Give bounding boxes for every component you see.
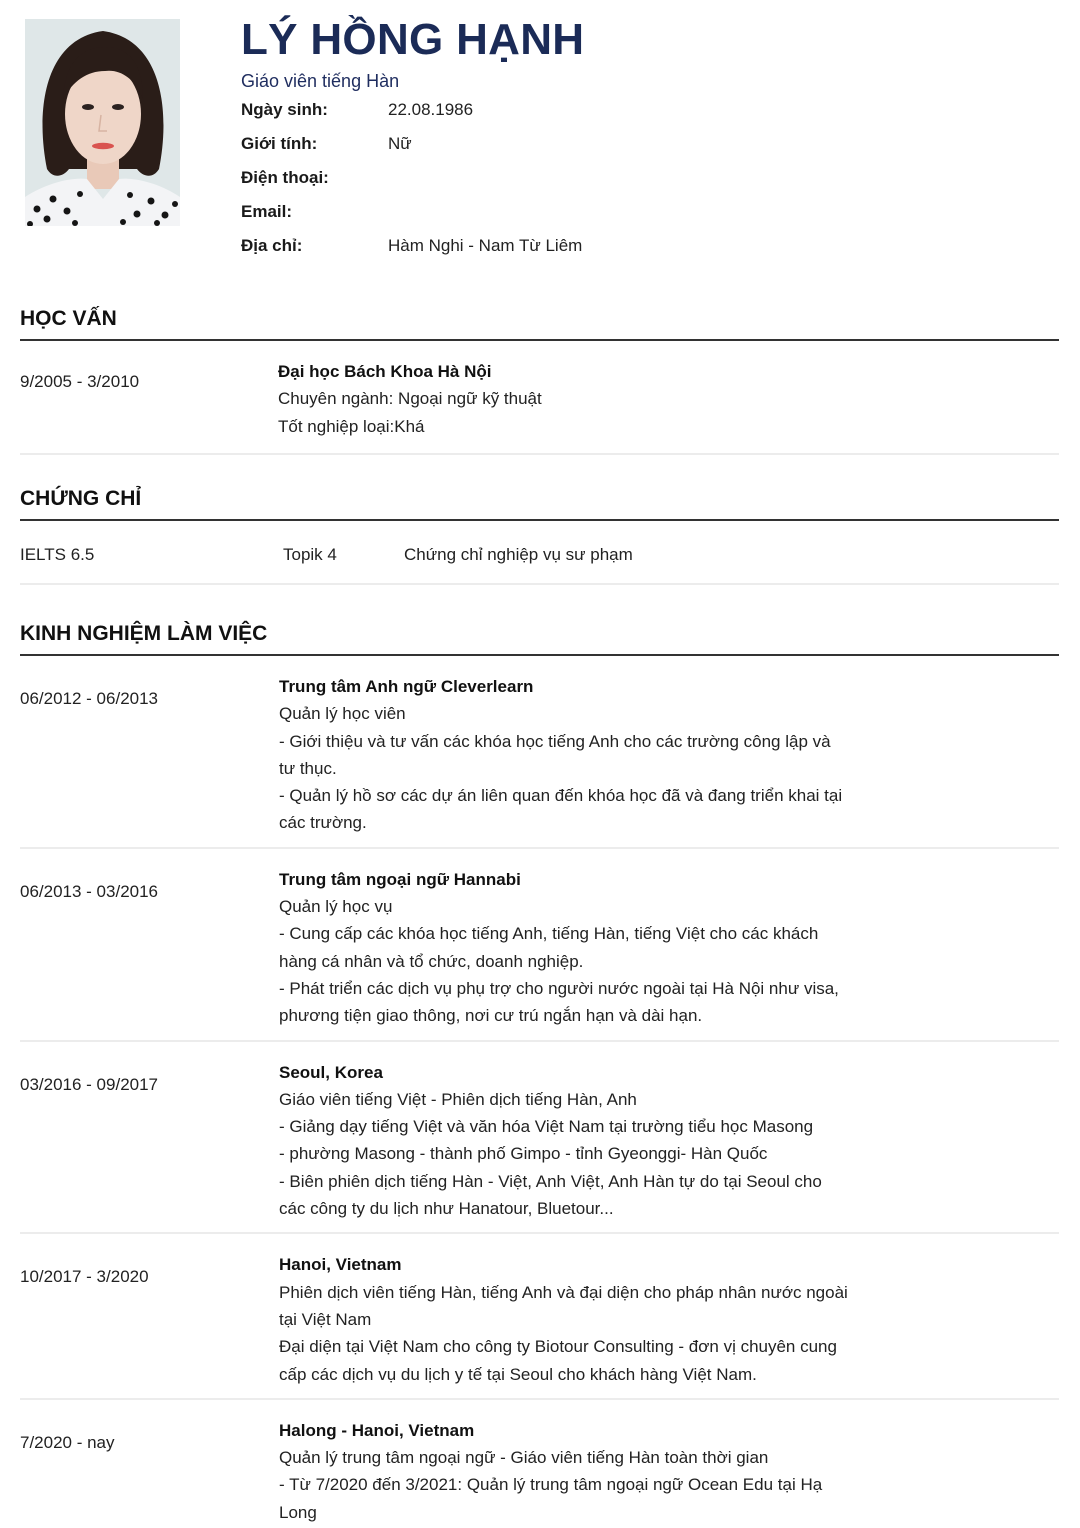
organization-name: Seoul, Korea xyxy=(279,1062,383,1082)
experience-section xyxy=(20,621,1059,1528)
experience-date: 7/2020 - nay xyxy=(20,1432,115,1452)
section-heading: CHỨNG CHỈ xyxy=(20,486,1059,521)
organization-name: Halong - Hanoi, Vietnam xyxy=(279,1420,475,1440)
certificate-item: Chứng chỉ nghiệp vụ sư phạm xyxy=(404,545,633,564)
school-name: Đại học Bách Khoa Hà Nội xyxy=(278,362,492,381)
info-row-birthdate xyxy=(241,99,1041,133)
detail-line: - Cung cấp các khóa học tiếng Anh, tiếng Hàn, tiếng Việt cho các khách hàng cá nhân và tổ chức, doanh nghiệp. xyxy=(279,924,819,971)
education-line: Chuyên ngành: Ngoại ngữ kỹ thuật xyxy=(278,389,542,409)
experience-row xyxy=(20,1234,1059,1399)
experience-row xyxy=(20,656,1059,849)
education-line: Tốt nghiệp loại:Khá xyxy=(278,416,425,436)
section-heading: HỌC VẤN xyxy=(20,306,1059,341)
detail-line: - Phát triển các dịch vụ phụ trợ cho người nước ngoài tại Hà Nội như visa, phương tiện giao thông, nơi cư trú ngắn hạn và dài hạn. xyxy=(279,978,839,1026)
education-details xyxy=(278,358,1059,440)
experience-date: 06/2013 - 03/2016 xyxy=(20,881,159,901)
role: Quản lý trung tâm ngoại ngữ - Giáo viên tiếng Hàn toàn thời gian xyxy=(279,1448,769,1468)
certificate-item: Topik 4 xyxy=(283,545,337,564)
detail-line: - Từ 7/2020 đến 3/2021: Quản lý trung tâm ngoại ngữ Ocean Edu tại Hạ Long xyxy=(279,1475,823,1522)
portrait-image xyxy=(25,19,180,226)
role: Phiên dịch viên tiếng Hàn, tiếng Anh và đại diện cho pháp nhân nước ngoài tại Việt Nam xyxy=(279,1282,848,1329)
experience-date: 10/2017 - 3/2020 xyxy=(20,1267,149,1287)
job-title: Giáo viên tiếng Hàn xyxy=(241,71,400,91)
experience-date: 03/2016 - 09/2017 xyxy=(20,1074,159,1094)
detail-line: - Giới thiệu và tư vấn các khóa học tiếng Anh cho các trường công lập và tư thục. xyxy=(279,731,831,778)
personal-info xyxy=(241,99,1041,269)
info-value: Hàm Nghi - Nam Từ Liêm xyxy=(388,236,583,255)
candidate-name: LÝ HỒNG HẠNH xyxy=(241,15,585,64)
role: Quản lý học vụ xyxy=(279,897,393,917)
education-date: 9/2005 - 3/2010 xyxy=(20,372,140,391)
detail-line: - Quản lý hồ sơ các dự án liên quan đến khóa học đã và đang triển khai tại các trường. xyxy=(279,786,843,833)
profile-photo xyxy=(25,19,180,226)
info-value: Nữ xyxy=(388,134,412,153)
info-label: Địa chỉ: xyxy=(241,236,303,255)
experience-row xyxy=(20,849,1059,1042)
role: Quản lý học viên xyxy=(279,704,406,724)
info-label: Điện thoại: xyxy=(241,168,329,187)
organization-name: Hanoi, Vietnam xyxy=(279,1255,402,1275)
education-section xyxy=(20,306,1059,455)
experience-details xyxy=(278,1417,1059,1526)
info-row-phone xyxy=(241,167,1041,201)
certificates-section xyxy=(20,486,1059,585)
info-label: Email: xyxy=(241,202,293,221)
experience-date: 06/2012 - 06/2013 xyxy=(20,689,159,708)
experience-row xyxy=(20,1400,1059,1528)
info-row-gender xyxy=(241,133,1041,167)
info-label: Giới tính: xyxy=(241,134,318,153)
certificate-item: IELTS 6.5 xyxy=(20,545,95,564)
certificates-row xyxy=(20,521,1059,585)
detail-line: - Giảng dạy tiếng Việt và văn hóa Việt Nam tại trường tiểu học Masong xyxy=(279,1117,814,1137)
experience-details xyxy=(278,866,1059,1030)
role: Giáo viên tiếng Việt - Phiên dịch tiếng Hàn, Anh xyxy=(279,1089,637,1109)
education-row xyxy=(20,341,1059,455)
info-row-address xyxy=(241,235,1041,269)
organization-name: Trung tâm Anh ngữ Cleverlearn xyxy=(279,677,534,696)
experience-details xyxy=(278,673,1059,837)
experience-details xyxy=(278,1251,1059,1387)
detail-line: - Biên phiên dịch tiếng Hàn - Việt, Anh Việt, Anh Hàn tự do tại Seoul cho các công ty du lịch như Hanatour, Bluetour... xyxy=(279,1171,822,1219)
section-heading: KINH NGHIỆM LÀM VIỆC xyxy=(20,621,1059,656)
organization-name: Trung tâm ngoại ngữ Hannabi xyxy=(279,869,521,889)
experience-details xyxy=(278,1059,1059,1223)
profile-header xyxy=(241,14,1041,269)
detail-line: - phường Masong - thành phố Gimpo - tỉnh Gyeonggi- Hàn Quốc xyxy=(279,1144,768,1164)
info-value: 22.08.1986 xyxy=(388,100,474,119)
experience-row xyxy=(20,1042,1059,1235)
info-label: Ngày sinh: xyxy=(241,100,328,119)
info-row-email xyxy=(241,201,1041,235)
detail-line: Đại diện tại Việt Nam cho công ty Biotour Consulting - đơn vị chuyên cung cấp các dịch vụ du lịch y tế tại Seoul cho khách hàng Việt Nam. xyxy=(279,1337,837,1384)
